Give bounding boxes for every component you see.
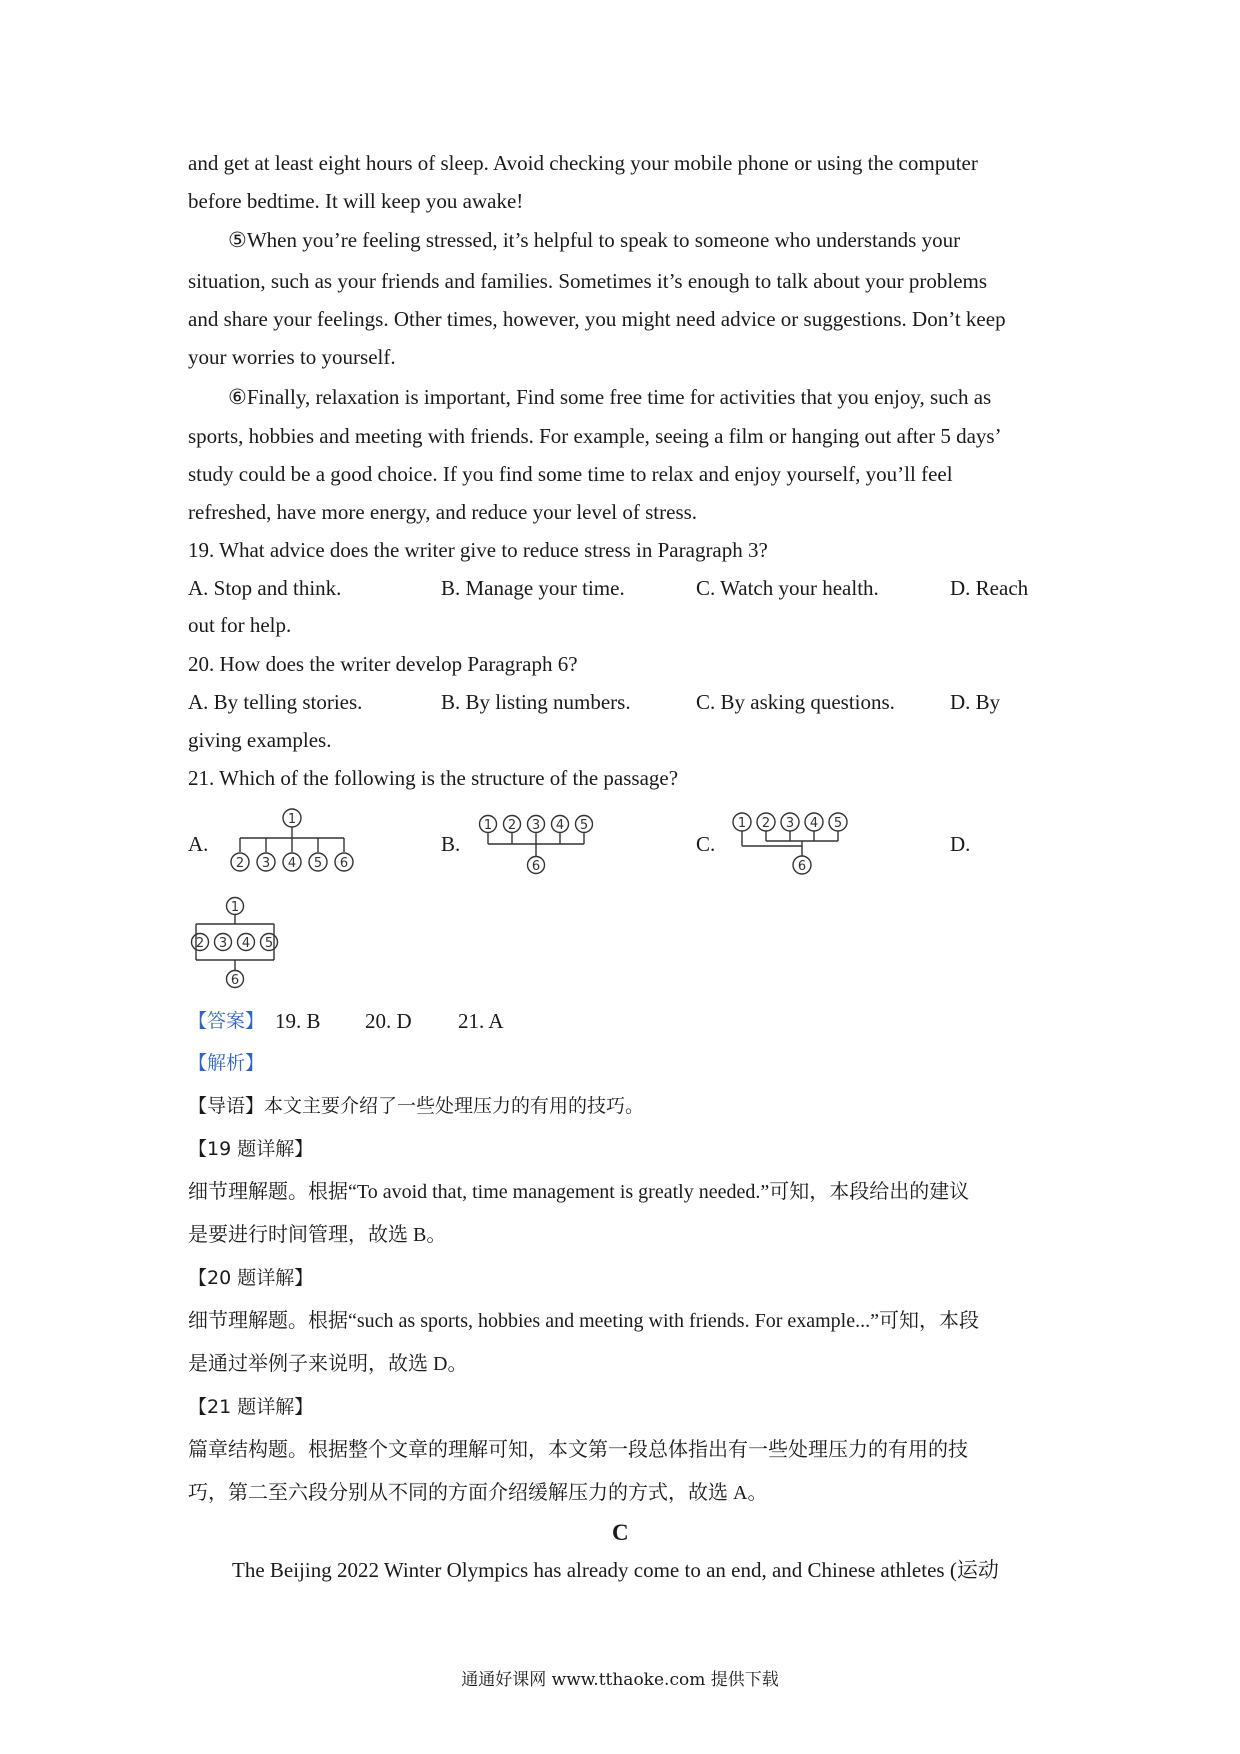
p5-line-1: ⑤When you’re feeling stressed, it’s helpful to speak to someone who understands your (228, 228, 961, 252)
diagram-node-label: 4 (287, 856, 297, 871)
q19-option-c: C. Watch your health. (696, 576, 879, 600)
p5-line-3: and share your feelings. Other times, however, you might need advice or suggestions. Don’t keep (188, 307, 1006, 331)
diagram-node-label: 1 (230, 900, 240, 915)
p6-line-1: ⑥Finally, relaxation is important, Find some free time for activities that you enjoy, such as (228, 385, 992, 409)
q19-option-d: D. Reach (950, 576, 1029, 600)
diagram-node-label: 4 (555, 818, 565, 833)
q19-explanation-line-2: 是要进行时间管理，故选 B。 (188, 1224, 447, 1246)
structure-diagram-c (730, 810, 860, 878)
diagram-node-label: 6 (339, 856, 349, 871)
diagram-node-label: 2 (507, 818, 517, 833)
q20-explanation-line-2: 是通过举例子来说明，故选 D。 (188, 1353, 468, 1375)
section-c-first-line: The Beijing 2022 Winter Olympics has already come to an end, and Chinese athletes (运动 (232, 1558, 999, 1582)
q19-option-d-wrap: out for help. (188, 613, 292, 637)
p4-line-2: before bedtime. It will keep you awake! (188, 189, 524, 213)
diagram-node-label: 5 (579, 818, 589, 833)
diagram-node-label: 5 (264, 936, 274, 951)
diagram-node-label: 1 (287, 812, 297, 827)
p5-line-4: your worries to yourself. (188, 345, 396, 369)
diagram-node-label: 2 (761, 816, 771, 831)
answer-21: 21. A (458, 1009, 504, 1033)
diagram-node-label: 2 (235, 856, 245, 871)
diagram-node-label: 5 (313, 856, 323, 871)
q21-option-b: B. (441, 832, 461, 856)
analysis-label: 【解析】 (188, 1052, 265, 1074)
q20-explanation-line-1: 细节理解题。根据“such as sports, hobbies and meeting with friends. For example...”可知，本段 (188, 1310, 979, 1332)
diagram-node-label: 1 (737, 816, 747, 831)
q20-stem: 20. How does the writer develop Paragraph 6? (188, 652, 578, 676)
p5-line-2: situation, such as your friends and families. Sometimes it’s enough to talk about your problems (188, 269, 988, 293)
diagram-node-label: 3 (785, 816, 795, 831)
q20-option-d-wrap: giving examples. (188, 728, 332, 752)
q21-option-c: C. (696, 832, 716, 856)
q19-option-a: A. Stop and think. (188, 576, 342, 600)
q21-option-d: D. (950, 832, 971, 856)
q21-explanation-label: 【21 题详解】 (188, 1396, 314, 1418)
q20-option-a: A. By telling stories. (188, 690, 363, 714)
diagram-node-label: 6 (531, 859, 541, 874)
p6-line-3: study could be a good choice. If you find some time to relax and enjoy yourself, you’ll feel (188, 462, 953, 486)
p4-line-1: and get at least eight hours of sleep. Avoid checking your mobile phone or using the computer (188, 151, 978, 175)
page-footer: 通通好课网 www.tthaoke.com 提供下载 (461, 1670, 779, 1690)
answer-label: 【答案】 (188, 1010, 265, 1032)
diagram-node-label: 6 (797, 859, 807, 874)
diagram-node-label: 1 (483, 818, 493, 833)
q19-explanation-label: 【19 题详解】 (188, 1138, 314, 1160)
diagram-node-label: 3 (261, 856, 271, 871)
q20-explanation-label: 【20 题详解】 (188, 1267, 314, 1289)
q21-explanation-line-1: 篇章结构题。根据整个文章的理解可知，本文第一段总体指出有一些处理压力的有用的技 (188, 1439, 968, 1461)
p6-line-2: sports, hobbies and meeting with friends. For example, seeing a film or hanging out after 5 days’ (188, 424, 1002, 448)
analysis-intro: 【导语】本文主要介绍了一些处理压力的有用的技巧。 (188, 1095, 645, 1117)
diagram-node-label: 5 (833, 816, 843, 831)
q20-option-d: D. By (950, 690, 1001, 714)
structure-diagram-b (476, 814, 606, 878)
diagram-node-label: 3 (531, 818, 541, 833)
p6-line-4: refreshed, have more energy, and reduce your level of stress. (188, 500, 698, 524)
answer-19: 19. B (275, 1009, 321, 1033)
structure-diagram-a (226, 806, 366, 878)
q19-explanation-line-1: 细节理解题。根据“To avoid that, time management is greatly needed.”可知，本段给出的建议 (188, 1181, 970, 1203)
q19-option-b: B. Manage your time. (441, 576, 625, 600)
diagram-node-label: 4 (241, 936, 251, 951)
q20-option-b: B. By listing numbers. (441, 690, 631, 714)
diagram-node-label: 6 (230, 973, 240, 988)
structure-diagram-d (190, 896, 290, 992)
q21-option-a: A. (188, 832, 209, 856)
q19-stem: 19. What advice does the writer give to reduce stress in Paragraph 3? (188, 538, 768, 562)
diagram-node-label: 4 (809, 816, 819, 831)
q20-option-c: C. By asking questions. (696, 690, 895, 714)
section-heading-c: C (612, 1520, 629, 1545)
q21-stem: 21. Which of the following is the structure of the passage? (188, 766, 679, 790)
diagram-node-label: 2 (195, 936, 205, 951)
diagram-node-label: 3 (218, 936, 228, 951)
q21-explanation-line-2: 巧，第二至六段分别从不同的方面介绍缓解压力的方式，故选 A。 (188, 1482, 768, 1504)
answer-20: 20. D (365, 1009, 412, 1033)
